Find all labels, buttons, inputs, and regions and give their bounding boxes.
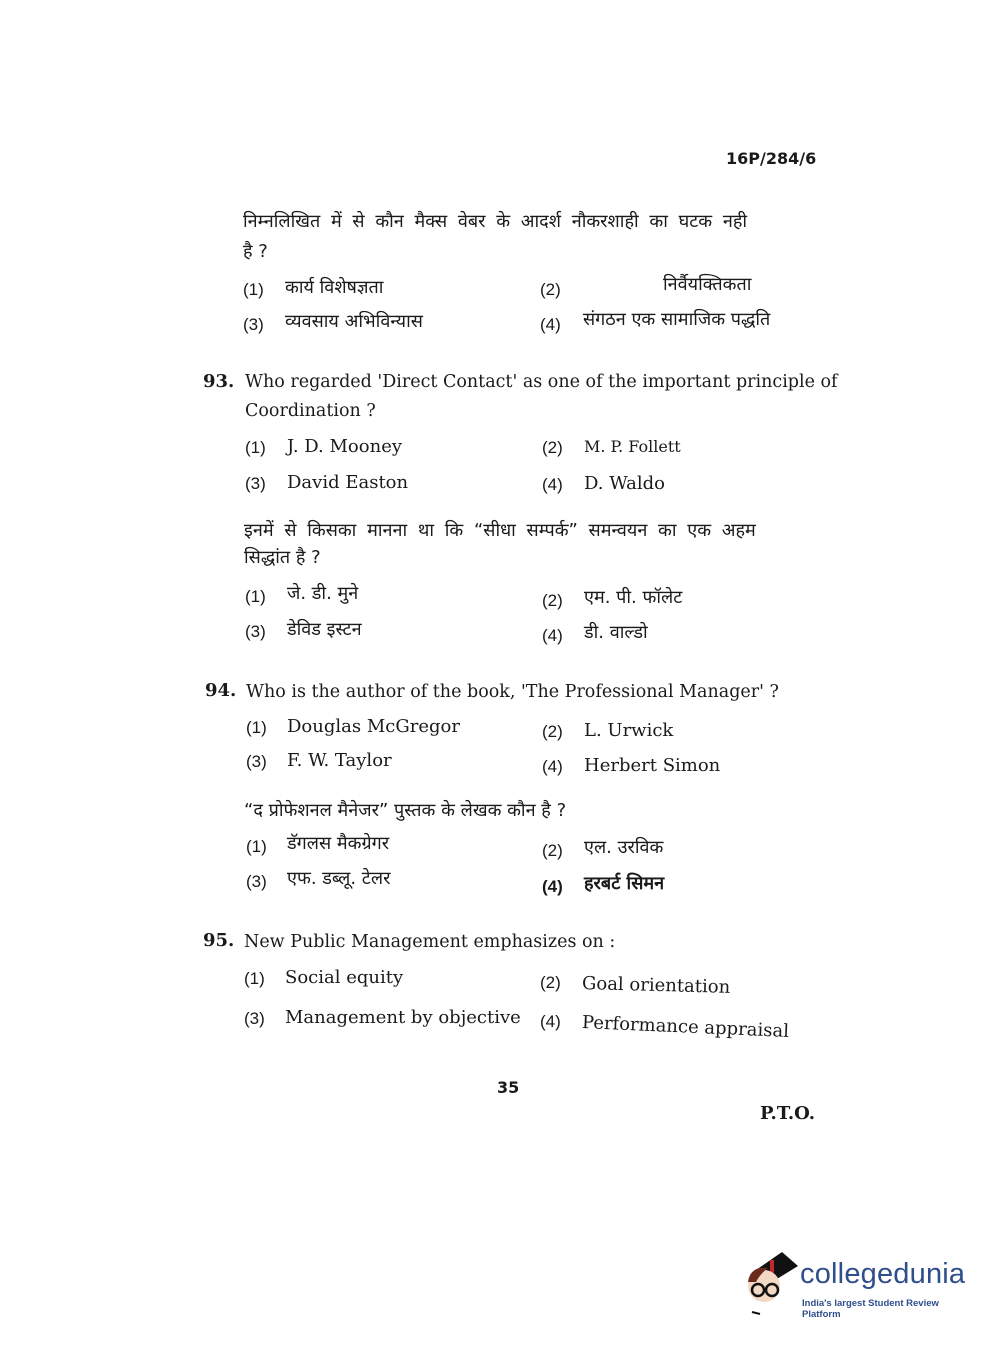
brand-tagline: India's largest Student Review Platform (802, 1298, 939, 1320)
option-text: David Easton (287, 472, 409, 493)
option-text: निर्वैयक्तिकता (663, 274, 752, 295)
option-label: (1) (245, 587, 266, 606)
page-number: 35 (497, 1078, 520, 1097)
brand-name: collegedunia (800, 1258, 966, 1290)
option-label: (2) (540, 973, 561, 992)
question-text-hindi: “द प्रोफेशनल मैनेजर” पुस्तक के लेखक कौन है ? (244, 800, 567, 821)
option-text: एल. उरविक (584, 837, 664, 858)
question-text: New Public Management emphasizes on : (244, 932, 616, 952)
pto-note: P.T.O. (760, 1103, 816, 1124)
option-label: (3) (246, 752, 267, 771)
option-text: J. D. Mooney (287, 436, 403, 457)
question-text: है ? (243, 241, 268, 262)
option-label: (4) (540, 315, 561, 334)
option-text: Social equity (285, 967, 404, 988)
option-text: जे. डी. मुने (287, 583, 359, 604)
option-label: (2) (542, 438, 563, 457)
option-text: Performance appraisal (581, 1012, 790, 1043)
question-text: Coordination ? (245, 401, 376, 421)
option-text: Herbert Simon (584, 755, 721, 776)
question-text: Who regarded 'Direct Contact' as one of the important principle of (245, 372, 838, 392)
question-text-hindi: सिद्धांत है ? (244, 547, 321, 568)
option-label: (3) (246, 872, 267, 891)
option-text: एम. पी. फॉलेट (584, 587, 683, 608)
question-number: 94. (205, 680, 237, 701)
question-number: 93. (203, 371, 235, 392)
option-label: (1) (244, 969, 265, 988)
paper-code: 16P/284/6 (726, 149, 817, 168)
option-text: F. W. Taylor (287, 750, 392, 771)
option-label: (3) (245, 474, 266, 493)
option-label: (3) (243, 315, 264, 334)
option-text: डॅगलस मैकग्रेगर (287, 833, 390, 854)
option-text: डी. वाल्डो (584, 622, 648, 643)
option-text: व्यवसाय अभिविन्यास (285, 311, 423, 332)
option-text: डेविड इस्टन (287, 619, 362, 640)
option-text: संगठन एक सामाजिक पद्धति (583, 309, 771, 330)
option-label: (1) (246, 837, 267, 856)
option-label: (2) (540, 280, 561, 299)
option-label: (3) (244, 1009, 265, 1028)
option-label: (1) (243, 280, 264, 299)
option-text: M. P. Follett (584, 437, 681, 456)
option-text: D. Waldo (584, 473, 666, 494)
option-label: (4) (540, 1012, 561, 1031)
option-text: हरबर्ट सिमन (584, 873, 665, 894)
collegedunia-watermark (742, 1248, 972, 1320)
option-text: L. Urwick (584, 720, 674, 741)
option-label: (4) (542, 757, 563, 776)
option-label: (1) (245, 438, 266, 457)
question-text: निम्नलिखित में से कौन मैक्स वेबर के आदर्श नौकरशाही का घटक नही (243, 211, 748, 232)
question-text: Who is the author of the book, 'The Professional Manager' ? (246, 682, 779, 702)
option-label: (4) (542, 877, 563, 896)
option-label: (4) (542, 475, 563, 494)
option-label: (2) (542, 591, 563, 610)
option-text: Douglas McGregor (287, 716, 460, 737)
option-label: (4) (542, 626, 563, 645)
option-label: (3) (245, 622, 266, 641)
option-text: एफ. डब्लू. टेलर (287, 868, 391, 889)
option-text: कार्य विशेषज्ञता (285, 277, 384, 298)
option-label: (2) (542, 841, 563, 860)
option-text: Goal orientation (581, 973, 731, 998)
option-label: (2) (542, 722, 563, 741)
question-number: 95. (203, 930, 235, 951)
option-label: (1) (246, 718, 267, 737)
option-text: Management by objective (285, 1007, 521, 1028)
question-text-hindi: इनमें से किसका मानना था कि “सीधा सम्पर्क” समन्वयन का एक अहम (244, 520, 756, 541)
mascot-icon (742, 1248, 802, 1320)
